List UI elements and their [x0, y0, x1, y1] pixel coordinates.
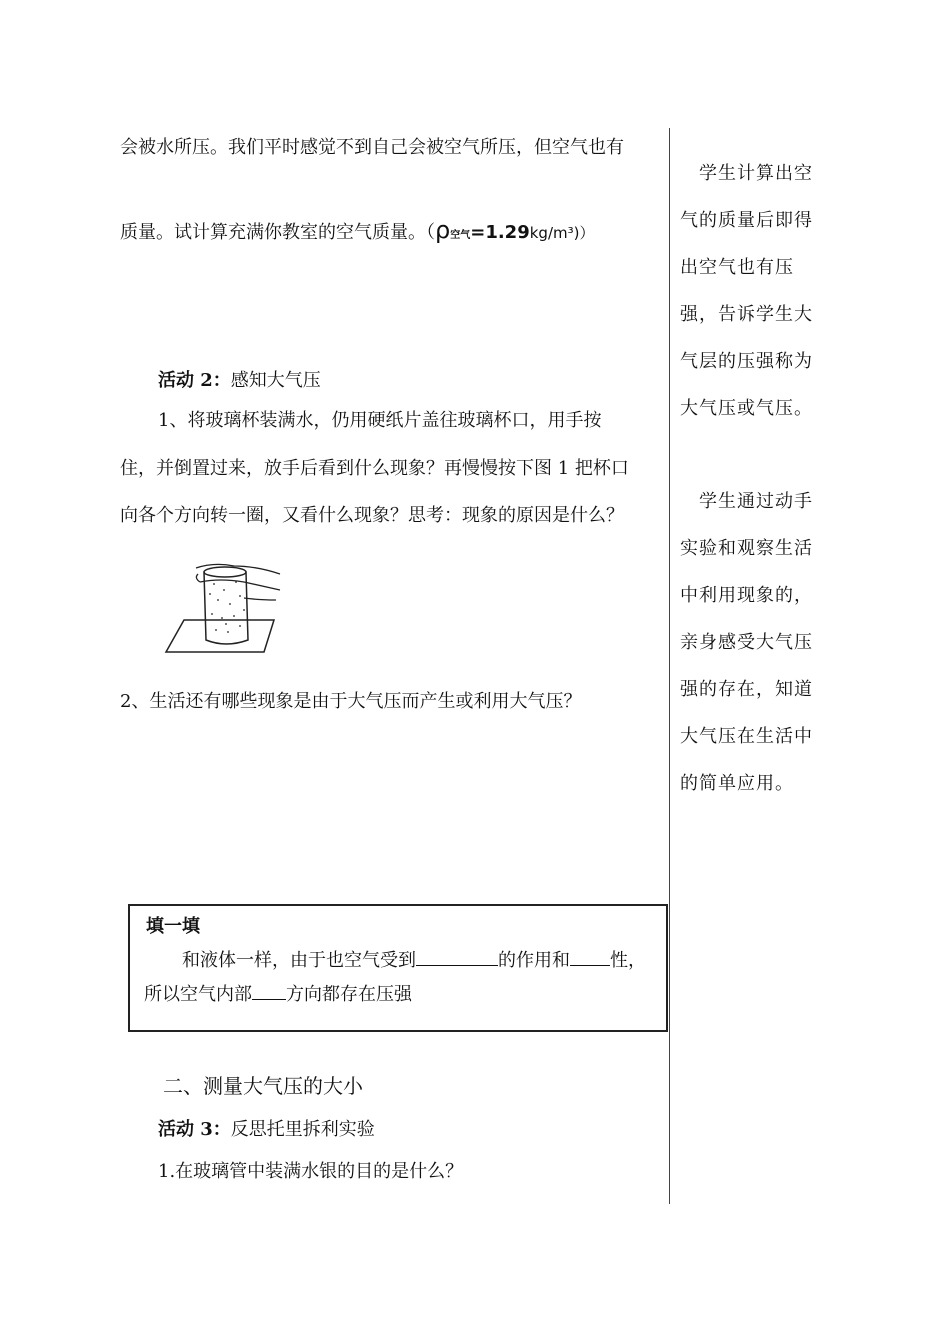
fill-line-2-text-a: 所以空气内部 — [144, 984, 252, 1005]
blank-property[interactable] — [570, 947, 610, 966]
activity-2-heading — [158, 366, 321, 392]
fill-line-2-text-b: 方向都存在压强 — [286, 984, 412, 1005]
rho-symbol: ρ — [435, 216, 451, 244]
side-note-1: 学生计算出空气的质量后即得出空气也有压强，告诉学生大气层的压强称为大气压或气压。 — [680, 163, 813, 419]
fill-box-title: 填一填 — [146, 916, 200, 937]
line-2-text: 质量。试计算充满你教室的空气质量。（ — [120, 222, 435, 243]
rho-subscript: 空气 — [450, 230, 471, 241]
activity-2-label: 活动 2： — [158, 370, 231, 391]
blank-force[interactable] — [416, 947, 498, 966]
fill-line-1-text-a: 和液体一样，由于也空气受到 — [182, 950, 416, 971]
paragraph-line-1: 会被水所压。我们平时感觉不到自己会被空气所压，但空气也有 — [120, 137, 624, 158]
column-divider — [669, 128, 670, 1204]
activity-3-label: 活动 3： — [158, 1119, 231, 1140]
question-1-line-2: 住，并倒置过来，放手后看到什么现象？再慢慢按下图 1 把杯口 — [120, 458, 629, 479]
question-3: 1.在玻璃管中装满水银的目的是什么？ — [158, 1161, 464, 1182]
fill-box-line-2 — [144, 980, 412, 1006]
section-2-title: 二、测量大气压的大小 — [163, 1074, 363, 1098]
activity-2-title: 感知大气压 — [230, 370, 321, 391]
fill-box-line-1 — [182, 946, 646, 972]
fill-line-1-text-c: 性， — [610, 950, 646, 971]
question-2: 2、生活还有哪些现象是由于大气压而产生或利用大气压？ — [120, 691, 582, 712]
fill-line-1-text-b: 的作用和 — [498, 950, 570, 971]
glass-experiment-figure — [164, 560, 288, 658]
paragraph-line-2 — [120, 216, 594, 244]
question-1-line-1: 1、将玻璃杯装满水，仍用硬纸片盖往玻璃杯口，用手按 — [158, 410, 602, 431]
rho-unit: kg/m³)） — [529, 224, 595, 242]
rho-value: =1.29 — [470, 222, 530, 243]
question-1-line-3: 向各个方向转一圈，又看什么现象？思考：现象的原因是什么？ — [120, 505, 624, 526]
fill-in-box — [128, 904, 668, 1032]
side-notes — [680, 150, 820, 807]
activity-3-title: 反思托里拆利实验 — [230, 1119, 375, 1140]
side-note-2: 学生通过动手实验和观察生活中利用现象的，亲身感受大气压强的存在，知道大气压在生活中的简单应用。 — [680, 491, 813, 794]
blank-direction[interactable] — [252, 981, 286, 1000]
activity-3-heading — [158, 1115, 375, 1141]
